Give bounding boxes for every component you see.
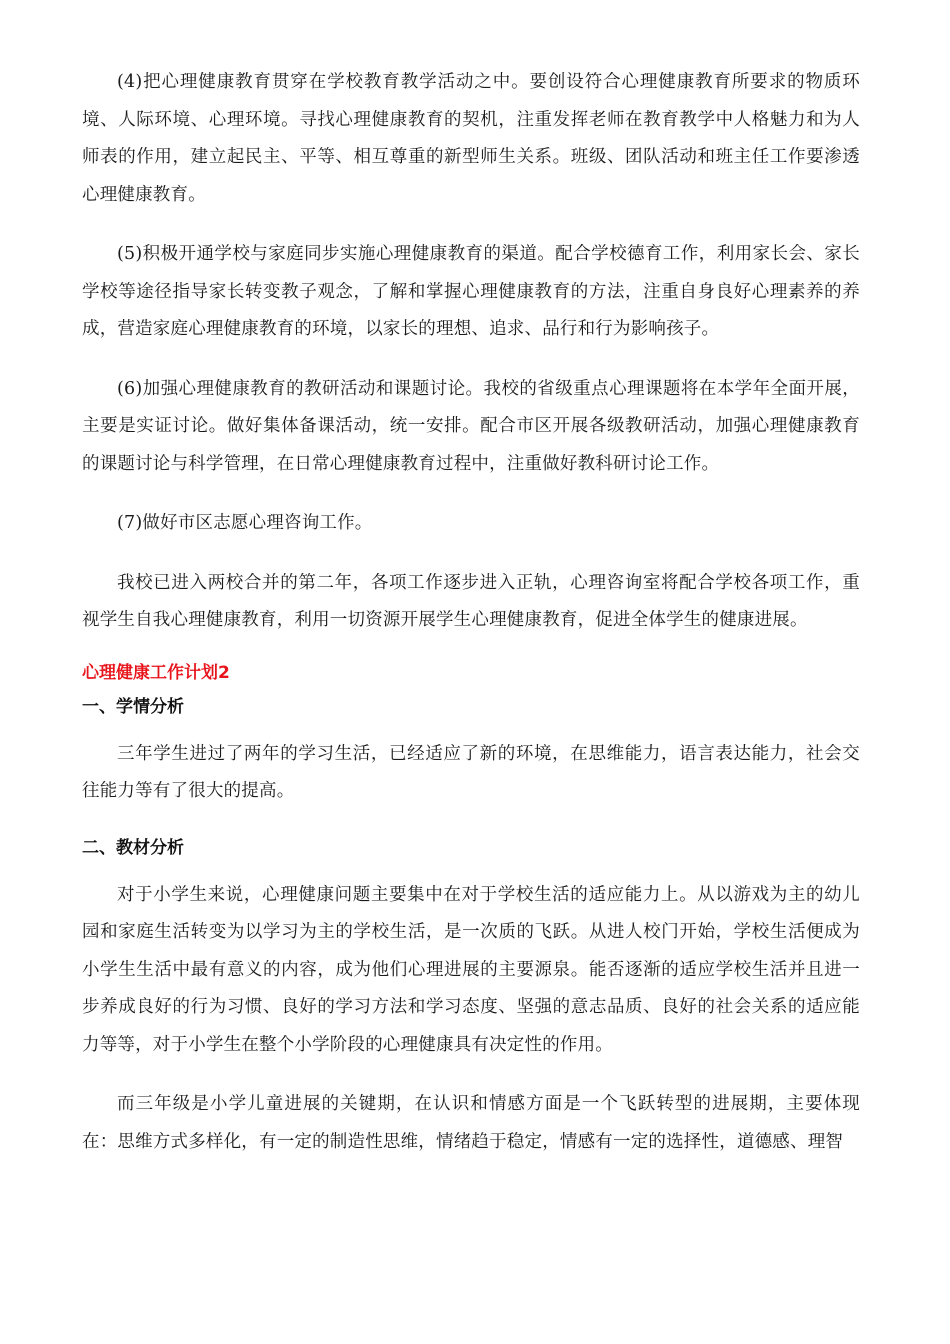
heading-material-analysis: 二、教材分析: [82, 837, 184, 858]
paragraph-item-6: (6)加强心理健康教育的教研活动和课题讨论。我校的省级重点心理课题将在本学年全面开展，主要是实证讨论。做好集体备课活动，统一安排。配合市区开展各级教研活动，加强心理健康教育的课题讨论与科学管理，在日常心理健康教育过程中，注重做好教科研讨论工作。: [82, 378, 860, 474]
paragraph-item-4: (4)把心理健康教育贯穿在学校教育教学活动之中。要创设符合心理健康教育所要求的物质环境、人际环境、心理环境。寻找心理健康教育的契机，注重发挥老师在教育教学中人格魅力和为人师表的作用，建立起民主、平等、相互尊重的新型师生关系。班级、团队活动和班主任工作要渗透心理健康教育。: [82, 72, 860, 205]
paragraph-grade-three: 而三年级是小学儿童进展的关键期，在认识和情感方面是一个飞跃转型的进展期，主要体现在：思维方式多样化，有一定的制造性思维，情绪趋于稳定，情感有一定的选择性，道德感、理智: [82, 1094, 860, 1152]
paragraph-material-analysis: 对于小学生来说，心理健康问题主要集中在对于学校生活的适应能力上。从以游戏为主的幼儿园和家庭生活转变为以学习为主的学校生活，是一次质的飞跃。从进人校门开始，学校生活便成为小学生生活中最有意义的内容，成为他们心理进展的主要源泉。能否逐渐的适应学校生活并且进一步养成良好的行为习惯、良好的学习方法和学习态度、坚强的意志品质、良好的社会关系的适应能力等等，对于小学生在整个小学阶段的心理健康具有决定性的作用。: [82, 884, 860, 1055]
paragraph-student-analysis: 三年学生进过了两年的学习生活，已经适应了新的环境，在思维能力，语言表达能力，社会交往能力等有了很大的提高。: [82, 743, 860, 801]
paragraph-summary: 我校已进入两校合并的第二年，各项工作逐步进入正轨，心理咨询室将配合学校各项工作，重视学生自我心理健康教育，利用一切资源开展学生心理健康教育，促进全体学生的健康进展。: [82, 572, 860, 630]
document-page: [82, 64, 860, 1183]
paragraph-item-5: (5)积极开通学校与家庭同步实施心理健康教育的渠道。配合学校德育工作，利用家长会、家长学校等途径指导家长转变教子观念，了解和掌握心理健康教育的方法，注重自身良好心理素养的养成，营造家庭心理健康教育的环境，以家长的理想、追求、品行和行为影响孩子。: [82, 244, 860, 339]
heading-student-analysis: 一、学情分析: [82, 696, 184, 717]
paragraph-item-7: (7)做好市区志愿心理咨询工作。: [117, 513, 373, 533]
section-title: 心理健康工作计划2: [82, 662, 230, 683]
